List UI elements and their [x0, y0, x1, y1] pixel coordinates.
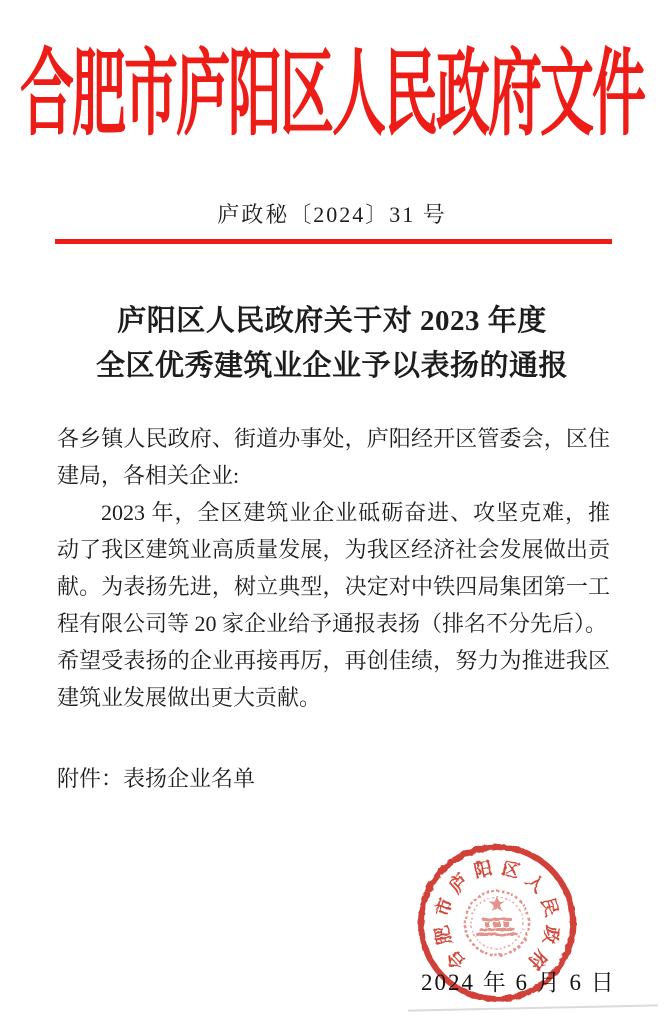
document-title [0, 299, 664, 389]
red-divider-rule [55, 239, 612, 244]
issue-date: 2024 年 6 月 6 日 [421, 970, 616, 995]
attachment-reference: 附件：表扬企业名单 [57, 766, 256, 791]
svg-text:肥: 肥 [431, 924, 456, 947]
document-title-line1: 庐阳区人民政府关于对 2023 年度 [117, 305, 547, 337]
svg-text:府: 府 [524, 946, 552, 974]
document-body [57, 420, 610, 797]
body-paragraph-2: 希望受表扬的企业再接再厉，再创佳绩，努力为推进我区建筑业发展做出更大贡献。 [57, 648, 610, 710]
seal-arc-text [431, 858, 563, 974]
official-seal-stamp [412, 838, 582, 1008]
body-paragraph-1: 2023 年，全区建筑业企业砥砺奋进、攻坚克难，推动了我区建筑业高质量发展，为我区经济社会发展做出贡献。为表扬先进，树立典型，决定对中铁四局集团第一工程有限公司等 20 家企业给予通报表扬（排名不分先后）。 [57, 500, 610, 636]
svg-text:区: 区 [499, 857, 523, 882]
svg-text:市: 市 [432, 895, 457, 919]
svg-text:阳: 阳 [471, 857, 495, 882]
svg-text:民: 民 [537, 895, 562, 919]
svg-text:政: 政 [538, 924, 563, 947]
national-emblem-icon [465, 891, 529, 955]
svg-text:庐: 庐 [445, 869, 473, 897]
document-masthead [0, 22, 664, 150]
document-title-line2: 全区优秀建筑业企业予以表扬的通报 [95, 350, 568, 382]
masthead-title: 合肥市庐阳区人民政府文件 [20, 41, 644, 147]
document-number: 庐政秘〔2024〕31 号 [217, 202, 447, 227]
svg-text:人: 人 [521, 869, 549, 897]
svg-text:合: 合 [442, 946, 470, 974]
salutation-line: 各乡镇人民政府、街道办事处，庐阳经开区管委会，区住建局，各相关企业: [57, 426, 610, 488]
